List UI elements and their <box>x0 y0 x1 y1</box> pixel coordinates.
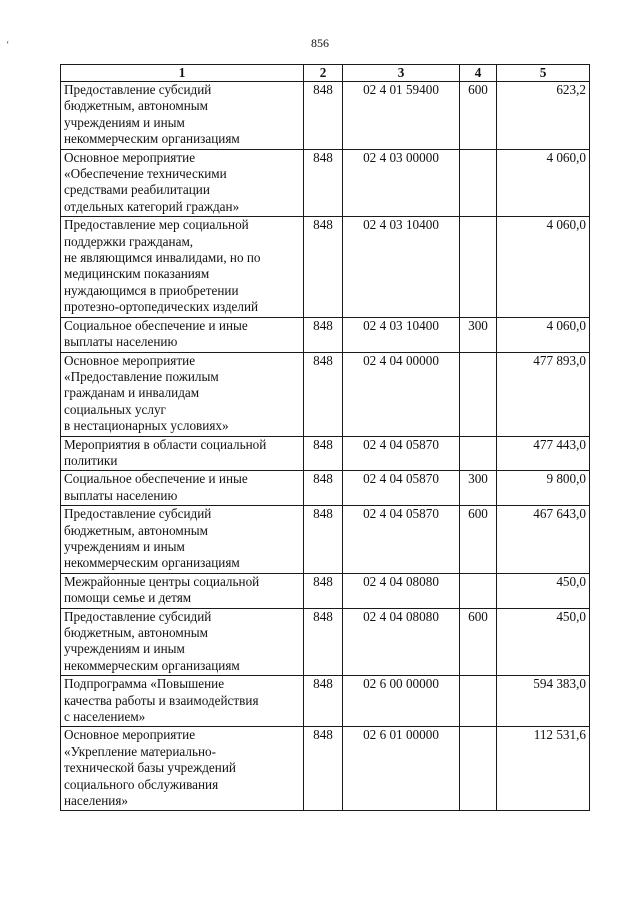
row-expense-type <box>460 352 497 436</box>
margin-mark: ʻ <box>6 40 10 51</box>
row-expense-type <box>460 436 497 471</box>
row-amount: 594 383,0 <box>497 676 590 727</box>
row-expense-type <box>460 149 497 217</box>
table-row <box>61 436 590 471</box>
row-name: Предоставление мер социальной поддержки гражданам, не являющимся инвалидами, но по медицинским показаниям нуждающимся в приобретении протезно-ортопедических изделий <box>61 217 304 317</box>
row-amount: 4 060,0 <box>497 317 590 352</box>
row-target-article: 02 6 00 00000 <box>343 676 460 727</box>
row-name: Межрайонные центры социальной помощи семье и детям <box>61 573 304 608</box>
table-row <box>61 727 590 811</box>
row-amount: 450,0 <box>497 608 590 676</box>
row-expense-type: 600 <box>460 82 497 150</box>
header-col-4: 4 <box>460 65 497 82</box>
row-target-article: 02 6 01 00000 <box>343 727 460 811</box>
row-target-article: 02 4 03 00000 <box>343 149 460 217</box>
row-expense-type <box>460 217 497 317</box>
row-ministry-code: 848 <box>304 149 343 217</box>
row-amount: 477 893,0 <box>497 352 590 436</box>
row-target-article: 02 4 03 10400 <box>343 317 460 352</box>
header-col-3: 3 <box>343 65 460 82</box>
row-ministry-code: 848 <box>304 352 343 436</box>
row-amount: 112 531,6 <box>497 727 590 811</box>
row-expense-type <box>460 573 497 608</box>
row-ministry-code: 848 <box>304 676 343 727</box>
row-ministry-code: 848 <box>304 317 343 352</box>
row-expense-type: 600 <box>460 506 497 574</box>
row-name: Предоставление субсидий бюджетным, автономным учреждениям и иным некоммерческим организациям <box>61 82 304 150</box>
page-number: 856 <box>311 36 329 50</box>
row-ministry-code: 848 <box>304 573 343 608</box>
row-target-article: 02 4 01 59400 <box>343 82 460 150</box>
row-ministry-code: 848 <box>304 82 343 150</box>
row-ministry-code: 848 <box>304 217 343 317</box>
row-amount: 9 800,0 <box>497 471 590 506</box>
row-expense-type: 600 <box>460 608 497 676</box>
row-expense-type <box>460 727 497 811</box>
row-amount: 477 443,0 <box>497 436 590 471</box>
table-row <box>61 506 590 574</box>
table-header-row <box>61 65 590 82</box>
row-target-article: 02 4 04 00000 <box>343 352 460 436</box>
table-row <box>61 149 590 217</box>
table-row <box>61 82 590 150</box>
row-amount: 4 060,0 <box>497 149 590 217</box>
table-row <box>61 471 590 506</box>
row-name: Основное мероприятие «Укрепление материально- технической базы учреждений социального обслуживания населения» <box>61 727 304 811</box>
row-target-article: 02 4 04 05870 <box>343 436 460 471</box>
table-row <box>61 217 590 317</box>
row-target-article: 02 4 04 05870 <box>343 471 460 506</box>
row-amount: 467 643,0 <box>497 506 590 574</box>
table-row <box>61 573 590 608</box>
row-target-article: 02 4 04 05870 <box>343 506 460 574</box>
row-name: Мероприятия в области социальной политики <box>61 436 304 471</box>
row-target-article: 02 4 04 08080 <box>343 608 460 676</box>
budget-table <box>60 64 590 811</box>
row-target-article: 02 4 04 08080 <box>343 573 460 608</box>
row-ministry-code: 848 <box>304 436 343 471</box>
row-name: Социальное обеспечение и иные выплаты населению <box>61 317 304 352</box>
row-expense-type: 300 <box>460 317 497 352</box>
header-col-5: 5 <box>497 65 590 82</box>
row-ministry-code: 848 <box>304 727 343 811</box>
row-name: Предоставление субсидий бюджетным, автономным учреждениям и иным некоммерческим организациям <box>61 506 304 574</box>
table-row <box>61 608 590 676</box>
row-ministry-code: 848 <box>304 506 343 574</box>
table-row <box>61 676 590 727</box>
row-name: Предоставление субсидий бюджетным, автономным учреждениям и иным некоммерческим организациям <box>61 608 304 676</box>
row-name: Социальное обеспечение и иные выплаты населению <box>61 471 304 506</box>
row-ministry-code: 848 <box>304 608 343 676</box>
table-row <box>61 317 590 352</box>
row-name: Основное мероприятие «Предоставление пожилым гражданам и инвалидам социальных услуг в нестационарных условиях» <box>61 352 304 436</box>
row-expense-type <box>460 676 497 727</box>
row-name: Подпрограмма «Повышение качества работы и взаимодействия с населением» <box>61 676 304 727</box>
row-amount: 4 060,0 <box>497 217 590 317</box>
row-name: Основное мероприятие «Обеспечение техническими средствами реабилитации отдельных категорий граждан» <box>61 149 304 217</box>
row-amount: 450,0 <box>497 573 590 608</box>
row-amount: 623,2 <box>497 82 590 150</box>
row-ministry-code: 848 <box>304 471 343 506</box>
header-col-2: 2 <box>304 65 343 82</box>
table-row <box>61 352 590 436</box>
row-target-article: 02 4 03 10400 <box>343 217 460 317</box>
row-expense-type: 300 <box>460 471 497 506</box>
header-col-1: 1 <box>61 65 304 82</box>
